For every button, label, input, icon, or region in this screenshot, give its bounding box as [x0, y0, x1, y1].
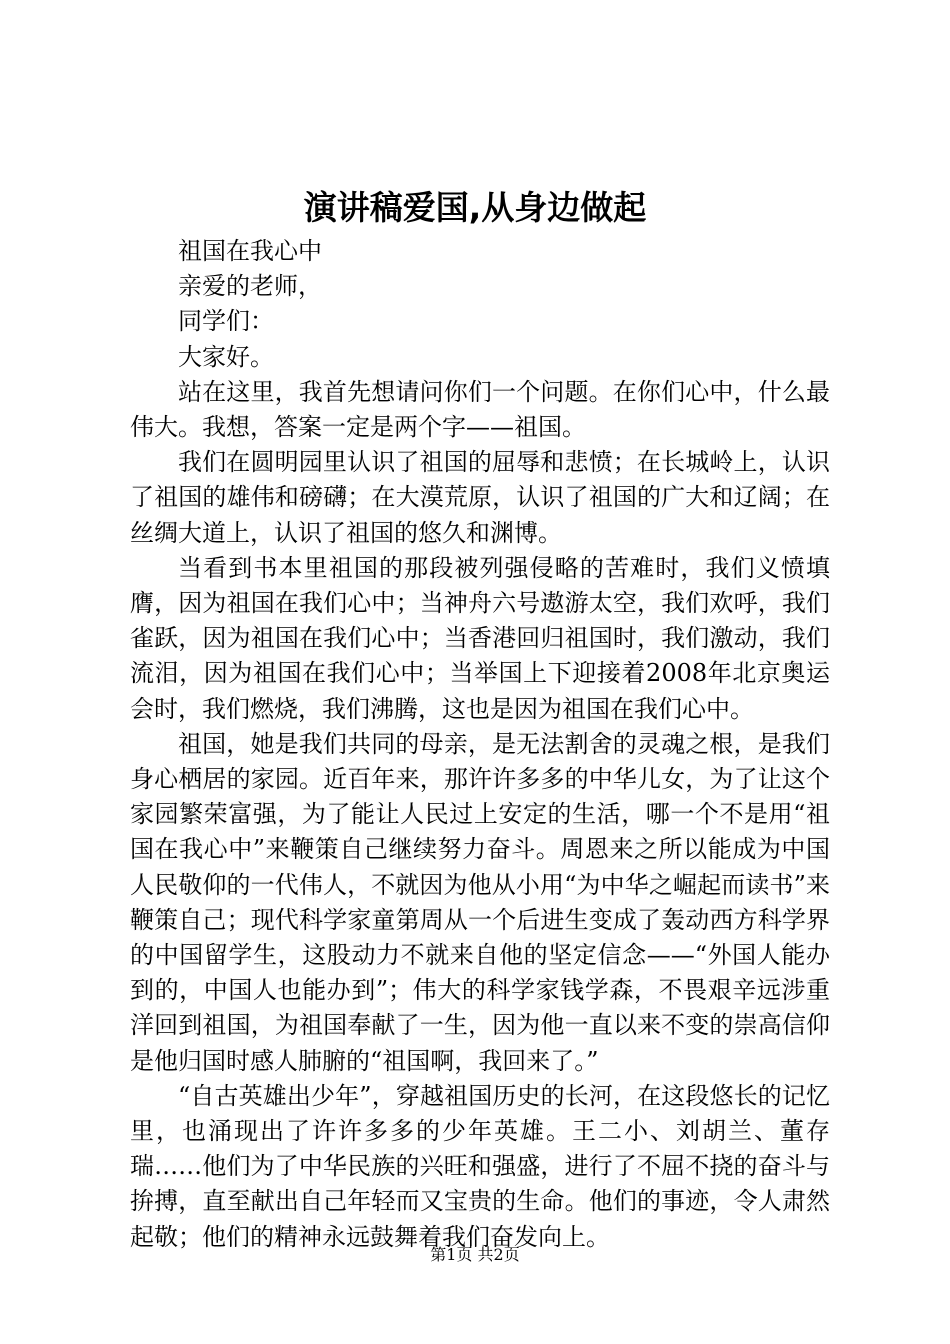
- document-title: 演讲稿爱国,从身边做起: [303, 188, 647, 227]
- paragraph-greeting: 大家好。: [178, 342, 274, 371]
- page-footer: 第1页 共2页: [430, 1245, 520, 1264]
- paragraph-salutation-teachers: 亲爱的老师，: [178, 272, 322, 301]
- paragraph-subtitle: 祖国在我心中: [178, 237, 322, 265]
- paragraph: 祖国，她是我们共同的母亲，是无法割舍的灵魂之根，是我们身心栖居的家园。近百年来，那许许多多的中华儿女，为了让这个家园繁荣富强，为了能让人民过上安定的生活，哪一个不是用“祖国在我心中”来鞭策自己继续努力奋斗。周恩来之所以能成为中国人民敬仰的一代伟人，不就因为他从小用“为中华之崛起而读书”来鞭策自己；现代科学家童第周从一个后进生变成了轰动西方科学界的中国留学生，这股动力不就来自他的坚定信念——“外国人能办到的，中国人也能办到”；伟大的科学家钱学森，不畏艰辛远涉重洋回到祖国，为祖国奉献了一生，因为他一直以来不变的崇高信仰是他归国时感人肺腑的“祖国啊，我回来了。”: [130, 729, 830, 1075]
- paragraph: 我们在圆明园里认识了祖国的屈辱和悲愤；在长城岭上，认识了祖国的雄伟和磅礴；在大漠荒原，认识了祖国的广大和辽阔；在丝绸大道上，认识了祖国的悠久和渊博。: [130, 448, 830, 547]
- document-body: [130, 234, 830, 1255]
- paragraph-salutation-students: 同学们：: [178, 307, 274, 336]
- paragraph: “自古英雄出少年”，穿越祖国历史的长河，在这段悠长的记忆里，也涌现出了许许多多的少年英雄。王二小、刘胡兰、董存瑞……他们为了中华民族的兴旺和强盛，进行了不屈不挠的奋斗与拚搏，直至献出自己年轻而又宝贵的生命。他们的事迹，令人肃然起敬；他们的精神永远鼓舞着我们奋发向上。: [130, 1081, 830, 1251]
- paragraph: 站在这里，我首先想请问你们一个问题。在你们心中，什么最伟大。我想，答案一定是两个字——祖国。: [130, 377, 830, 442]
- paragraph: 当看到书本里祖国的那段被列强侵略的苦难时，我们义愤填膺，因为祖国在我们心中；当神舟六号遨游太空，我们欢呼，我们雀跃，因为祖国在我们心中；当香港回归祖国时，我们激动，我们流泪，因为祖国在我们心中；当举国上下迎接着2008年北京奥运会时，我们燃烧，我们沸腾，这也是因为祖国在我们心中。: [130, 553, 830, 723]
